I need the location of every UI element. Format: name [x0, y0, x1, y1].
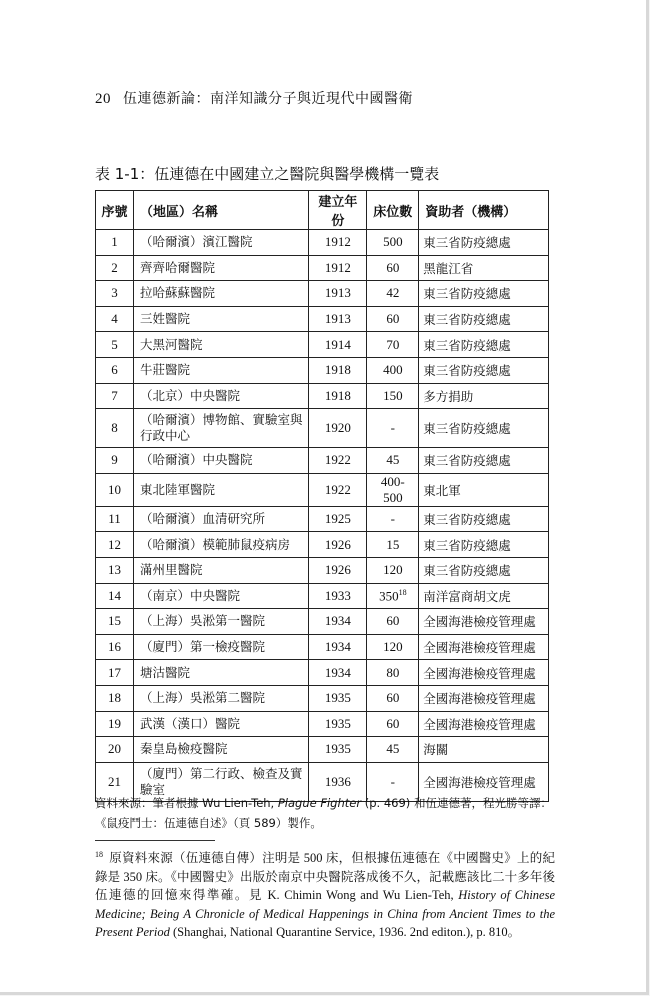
table-row	[96, 448, 549, 474]
cell-beds-text: 60	[386, 613, 400, 629]
cell-name	[133, 357, 309, 383]
cell-no	[96, 557, 134, 583]
table-row	[96, 332, 549, 358]
table-header-row	[96, 191, 549, 230]
cell-year-text: 1912	[324, 259, 351, 275]
cell-name-text: 三姓醫院	[139, 311, 190, 327]
cell-year	[309, 255, 367, 281]
cell-sponsor-text: 東北軍	[423, 482, 461, 498]
cell-sponsor-text: 東三省防疫總處	[423, 537, 511, 553]
table-row	[96, 532, 549, 558]
cell-beds-text: 42	[386, 285, 400, 301]
cell-beds	[367, 357, 419, 383]
cell-sponsor-text: 東三省防疫總處	[423, 286, 511, 302]
table-row	[96, 383, 549, 409]
cell-beds	[367, 685, 419, 711]
cell-sponsor	[419, 660, 549, 686]
footnote-18	[95, 846, 555, 942]
cell-year	[309, 711, 367, 737]
table-row	[96, 306, 549, 332]
cell-sponsor-text: 東三省防疫總處	[423, 421, 511, 437]
cell-name	[133, 448, 309, 474]
cell-no-text: 21	[107, 773, 121, 789]
cell-beds	[367, 306, 419, 332]
cell-beds	[367, 332, 419, 358]
cell-year	[309, 332, 367, 358]
col-header-no: 序號	[96, 191, 134, 230]
cell-year-text: 1926	[324, 536, 351, 552]
cell-no	[96, 737, 134, 763]
cell-year	[309, 634, 367, 660]
cell-beds	[367, 711, 419, 737]
col-header-year: 建立年份	[309, 191, 367, 230]
cell-no-text: 13	[107, 562, 121, 578]
cell-name	[133, 306, 309, 332]
cell-year	[309, 532, 367, 558]
cell-sponsor	[419, 532, 549, 558]
cell-name-text: 武漢（漢口）醫院	[139, 715, 240, 731]
cell-sponsor	[419, 685, 549, 711]
footnote-marker: 18	[95, 850, 103, 859]
cell-year-text: 1935	[324, 741, 351, 757]
cell-name	[133, 737, 309, 763]
cell-sponsor-text: 東三省防疫總處	[423, 337, 511, 353]
cell-no-text: 8	[111, 420, 118, 436]
cell-beds	[367, 737, 419, 763]
cell-sponsor-text: 黑龍江省	[423, 260, 474, 276]
cell-no	[96, 532, 134, 558]
footnote-ref: 18	[398, 587, 407, 597]
cell-name-text: 塘沽醫院	[139, 664, 190, 680]
cell-year-text: 1913	[324, 311, 351, 327]
cell-beds-text: 45	[386, 452, 400, 468]
cell-beds	[367, 448, 419, 474]
page-number: 20	[95, 91, 111, 107]
cell-name-text: （南京）中央醫院	[139, 587, 240, 603]
source-book-title: Plague Fighter	[277, 796, 362, 810]
cell-sponsor-text: 多方捐助	[423, 388, 474, 404]
cell-year	[309, 383, 367, 409]
cell-no-text: 6	[111, 362, 118, 378]
cell-no-text: 2	[111, 259, 118, 275]
table-row	[96, 409, 549, 448]
cell-no-text: 18	[107, 690, 121, 706]
cell-no	[96, 609, 134, 635]
cell-name-text: （上海）吳淞第一醫院	[139, 613, 265, 629]
source-suffix: (p. 469) 和伍連德著，程光勝等譯：《鼠疫鬥士：伍連德自述》（頁 589）製作。	[95, 796, 552, 830]
cell-no-text: 10	[107, 481, 121, 497]
book-title: 伍連德新論：南洋知識分子與近現代中國醫衛	[123, 91, 413, 107]
cell-year-text: 1934	[324, 639, 351, 655]
cell-no	[96, 230, 134, 256]
cell-no	[96, 409, 134, 448]
cell-name-text: 拉哈蘇蘇醫院	[139, 285, 215, 301]
cell-no	[96, 685, 134, 711]
table-row	[96, 473, 549, 506]
cell-beds-text: 70	[386, 336, 400, 352]
cell-sponsor	[419, 255, 549, 281]
cell-year	[309, 660, 367, 686]
cell-no	[96, 634, 134, 660]
cell-beds	[367, 473, 419, 506]
cell-name	[133, 685, 309, 711]
table-row	[96, 737, 549, 763]
cell-year	[309, 557, 367, 583]
cell-year	[309, 409, 367, 448]
table-source-note	[95, 793, 555, 833]
cell-name-text: （哈爾濱）血清研究所	[139, 511, 265, 527]
table-row	[96, 634, 549, 660]
cell-name-text: （哈爾濱）模範肺鼠疫病房	[139, 536, 290, 552]
cell-year-text: 1922	[324, 481, 351, 497]
cell-name	[133, 473, 309, 506]
cell-no	[96, 255, 134, 281]
table-row	[96, 281, 549, 307]
cell-name-text: 滿州里醫院	[139, 562, 203, 578]
cell-year-text: 1936	[324, 773, 351, 789]
cell-name	[133, 383, 309, 409]
source-prefix: 資料來源：筆者根據 Wu Lien-Teh,	[95, 796, 278, 810]
cell-beds	[367, 532, 419, 558]
cell-name-text: （廈門）第一檢疫醫院	[139, 639, 265, 655]
cell-name	[133, 281, 309, 307]
cell-year	[309, 281, 367, 307]
cell-no	[96, 281, 134, 307]
cell-no	[96, 332, 134, 358]
table-row	[96, 506, 549, 532]
hospital-table	[95, 190, 549, 802]
cell-beds-text: 400	[383, 362, 403, 378]
cell-beds-text: 80	[386, 664, 400, 680]
cell-no-text: 11	[108, 511, 121, 527]
cell-sponsor	[419, 473, 549, 506]
cell-year-text: 1913	[324, 285, 351, 301]
table-row	[96, 660, 549, 686]
cell-no	[96, 583, 134, 609]
cell-sponsor-text: 東三省防疫總處	[423, 312, 511, 328]
cell-name	[133, 583, 309, 609]
cell-year-text: 1922	[324, 452, 351, 468]
cell-beds	[367, 583, 419, 609]
cell-sponsor-text: 東三省防疫總處	[423, 235, 511, 251]
cell-beds	[367, 634, 419, 660]
col-header-beds: 床位數	[367, 191, 419, 230]
cell-beds-text: 45	[386, 741, 400, 757]
cell-year	[309, 230, 367, 256]
cell-name	[133, 660, 309, 686]
cell-year-text: 1920	[324, 420, 351, 436]
cell-sponsor-text: 東三省防疫總處	[423, 563, 511, 579]
cell-beds-text: 60	[386, 259, 400, 275]
cell-beds-text: 400-500	[380, 473, 405, 505]
cell-sponsor-text: 海關	[423, 742, 449, 758]
table-body	[96, 230, 549, 802]
footnote-text: 原資料來源（伍連德自傳）注明是 500 床，但根據伍連德在《中國醫史》上的紀錄是 350 床。《中國醫史》出版於南京中央醫院落成後不久，記載應該比二十多年後伍連德的回憶來得準確。見 K. Chimin Wong and Wu Lien-Teh,	[95, 851, 555, 903]
cell-name-text: （哈爾濱）中央醫院	[139, 452, 253, 468]
cell-name	[133, 557, 309, 583]
cell-sponsor	[419, 306, 549, 332]
cell-name-text: （哈爾濱）濱江醫院	[139, 234, 253, 250]
cell-name-text: 牛莊醫院	[139, 362, 190, 378]
cell-no-text: 7	[111, 387, 118, 403]
cell-sponsor	[419, 711, 549, 737]
cell-beds	[367, 409, 419, 448]
cell-year	[309, 609, 367, 635]
table-row	[96, 609, 549, 635]
cell-year-text: 1935	[324, 690, 351, 706]
cell-beds-text: 350	[379, 587, 399, 603]
cell-name	[133, 332, 309, 358]
cell-year-text: 1918	[324, 362, 351, 378]
cell-sponsor-text: 全國海港檢疫管理處	[423, 716, 536, 732]
table-row	[96, 583, 549, 609]
cell-beds-text: 60	[386, 715, 400, 731]
cell-name	[133, 506, 309, 532]
cell-sponsor-text: 東三省防疫總處	[423, 453, 511, 469]
cell-no	[96, 473, 134, 506]
cell-beds	[367, 255, 419, 281]
cell-beds-text: 120	[383, 639, 403, 655]
cell-no	[96, 448, 134, 474]
cell-name	[133, 230, 309, 256]
cell-year-text: 1934	[324, 664, 351, 680]
footnote-rule	[95, 840, 215, 841]
footnote-book-title: History of Chinese Medicine; Being A Chronicle of Medical Happenings in China from Ancient Times to the Present Period	[95, 888, 556, 940]
cell-year-text: 1912	[324, 234, 351, 250]
cell-no-text: 3	[111, 285, 118, 301]
cell-sponsor	[419, 332, 549, 358]
cell-beds-text: 500	[383, 234, 403, 250]
cell-no-text: 12	[107, 536, 121, 552]
cell-no	[96, 357, 134, 383]
cell-sponsor	[419, 506, 549, 532]
cell-name-text: 齊齊哈爾醫院	[139, 259, 215, 275]
cell-no-text: 16	[107, 639, 121, 655]
cell-sponsor-text: 全國海港檢疫管理處	[423, 614, 536, 630]
cell-beds-text: 60	[386, 311, 400, 327]
cell-sponsor	[419, 583, 549, 609]
footnote-tail: (Shanghai, National Quarantine Service, 1936. 2nd editon.), p. 810。	[169, 925, 521, 940]
cell-no-text: 5	[111, 336, 118, 352]
cell-year	[309, 583, 367, 609]
cell-name	[133, 532, 309, 558]
cell-name	[133, 255, 309, 281]
cell-name-text: 秦皇島檢疫醫院	[139, 741, 228, 757]
cell-sponsor-text: 東三省防疫總處	[423, 512, 511, 528]
cell-year-text: 1925	[324, 511, 351, 527]
cell-sponsor-text: 東三省防疫總處	[423, 363, 511, 379]
cell-no	[96, 506, 134, 532]
table-row	[96, 255, 549, 281]
cell-no	[96, 711, 134, 737]
cell-no-text: 9	[111, 452, 118, 468]
cell-sponsor	[419, 609, 549, 635]
cell-year	[309, 306, 367, 332]
cell-year	[309, 685, 367, 711]
cell-year-text: 1926	[324, 562, 351, 578]
cell-year	[309, 506, 367, 532]
cell-name-text: 東北陸軍醫院	[139, 481, 215, 497]
cell-beds	[367, 230, 419, 256]
cell-no-text: 15	[107, 613, 121, 629]
cell-year-text: 1918	[324, 387, 351, 403]
cell-year-text: 1935	[324, 715, 351, 731]
cell-name-text: （哈爾濱）博物館、實驗室與行政中心	[139, 412, 303, 444]
col-header-sponsor: 資助者（機構）	[419, 191, 549, 230]
table-row	[96, 557, 549, 583]
cell-year	[309, 357, 367, 383]
cell-name-text: （上海）吳淞第二醫院	[139, 690, 265, 706]
cell-no-text: 17	[107, 664, 121, 680]
cell-beds-text: -	[390, 511, 395, 527]
cell-no-text: 14	[107, 587, 121, 603]
cell-name	[133, 634, 309, 660]
cell-beds-text: 150	[383, 387, 403, 403]
col-header-name: （地區）名稱	[133, 191, 309, 230]
cell-sponsor	[419, 281, 549, 307]
cell-beds	[367, 281, 419, 307]
table-row	[96, 230, 549, 256]
cell-name-text: （北京）中央醫院	[139, 387, 240, 403]
cell-name	[133, 711, 309, 737]
cell-beds-text: -	[390, 420, 395, 436]
cell-sponsor-text: 全國海港檢疫管理處	[423, 774, 536, 790]
cell-sponsor-text: 全國海港檢疫管理處	[423, 640, 536, 656]
cell-no-text: 4	[111, 311, 118, 327]
cell-year-text: 1934	[324, 613, 351, 629]
cell-beds	[367, 660, 419, 686]
cell-year-text: 1933	[324, 587, 351, 603]
running-head	[95, 88, 413, 108]
cell-sponsor-text: 南洋富商胡文虎	[423, 588, 511, 604]
table-row	[96, 711, 549, 737]
table-row	[96, 685, 549, 711]
cell-sponsor-text: 全國海港檢疫管理處	[423, 691, 536, 707]
cell-sponsor	[419, 409, 549, 448]
cell-sponsor	[419, 557, 549, 583]
cell-no	[96, 306, 134, 332]
cell-no-text: 1	[111, 234, 118, 250]
cell-sponsor	[419, 230, 549, 256]
cell-beds	[367, 557, 419, 583]
cell-beds	[367, 609, 419, 635]
cell-no	[96, 660, 134, 686]
cell-sponsor	[419, 634, 549, 660]
cell-year	[309, 737, 367, 763]
cell-sponsor-text: 全國海港檢疫管理處	[423, 665, 536, 681]
cell-sponsor	[419, 357, 549, 383]
cell-name	[133, 409, 309, 448]
cell-name-text: 大黑河醫院	[139, 336, 203, 352]
cell-beds-text: 60	[386, 690, 400, 706]
cell-name	[133, 609, 309, 635]
cell-no	[96, 383, 134, 409]
cell-beds-text: -	[390, 773, 395, 789]
cell-year	[309, 473, 367, 506]
table-caption: 表 1-1：伍連德在中國建立之醫院與醫學機構一覽表	[95, 165, 440, 183]
cell-sponsor	[419, 448, 549, 474]
cell-beds	[367, 506, 419, 532]
cell-no-text: 19	[107, 715, 121, 731]
cell-year-text: 1914	[324, 336, 351, 352]
cell-no-text: 20	[107, 741, 121, 757]
cell-beds-text: 120	[383, 562, 403, 578]
cell-beds	[367, 383, 419, 409]
cell-sponsor	[419, 737, 549, 763]
table-row	[96, 357, 549, 383]
cell-name-text: （廈門）第二行政、檢查及實驗室	[139, 765, 303, 797]
cell-beds-text: 15	[386, 536, 400, 552]
cell-year	[309, 448, 367, 474]
cell-sponsor	[419, 383, 549, 409]
